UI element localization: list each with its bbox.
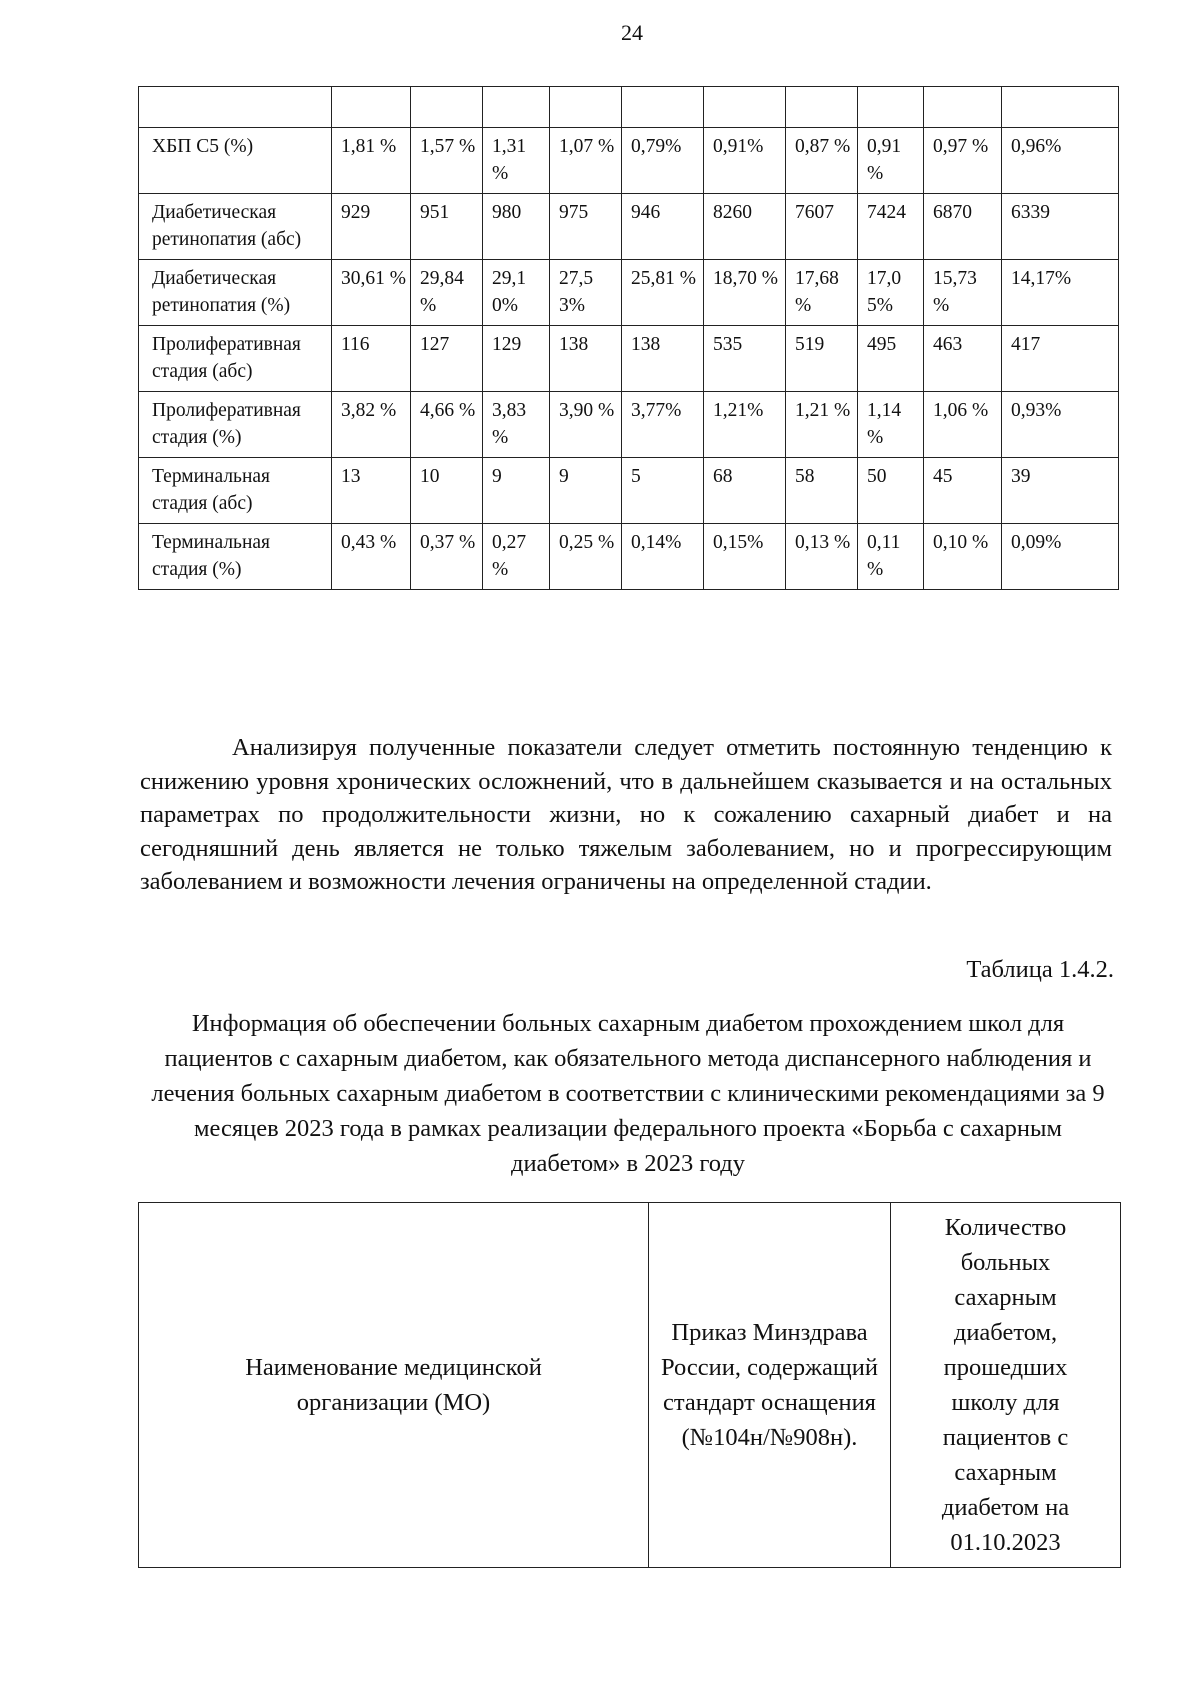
table-cell: 45 [924, 458, 1002, 524]
table-row [139, 524, 1119, 590]
table-cell: 980 [483, 194, 550, 260]
table-cell: 1,81 % [332, 128, 411, 194]
table-cell: 6870 [924, 194, 1002, 260]
table-cell: 68 [704, 458, 786, 524]
table-row [139, 128, 1119, 194]
table-cell: 7424 [858, 194, 924, 260]
table-cell: 0,91 % [858, 128, 924, 194]
table-label: Таблица 1.4.2. [966, 956, 1114, 983]
table-cell: 3,90 % [550, 392, 622, 458]
table-cell: 4,66 % [411, 392, 483, 458]
table-cell: 946 [622, 194, 704, 260]
table-cell: 6339 [1002, 194, 1119, 260]
table-cell: 0,11 % [858, 524, 924, 590]
page-number: 24 [621, 20, 643, 45]
row-label: Терминальная стадия (%) [139, 524, 332, 590]
table-cell: 0,10 % [924, 524, 1002, 590]
table-cell: 0,97 % [924, 128, 1002, 194]
table-cell: 138 [550, 326, 622, 392]
table-cell: 17,05% [858, 260, 924, 326]
table-cell: 138 [622, 326, 704, 392]
table-cell: 30,61 % [332, 260, 411, 326]
table-cell: 17,68 % [786, 260, 858, 326]
table-cell: 1,07 % [550, 128, 622, 194]
row-label: Диабетическая ретинопатия (%) [139, 260, 332, 326]
table-cell: 0,13 % [786, 524, 858, 590]
table-cell: 1,21 % [786, 392, 858, 458]
table-cell: 1,21% [704, 392, 786, 458]
table-row-blank [139, 87, 1119, 128]
table-cell: 5 [622, 458, 704, 524]
table-cell: 1,06 % [924, 392, 1002, 458]
table-cell: 13 [332, 458, 411, 524]
table-cell: 15,73 % [924, 260, 1002, 326]
table-cell: 519 [786, 326, 858, 392]
table-cell: 10 [411, 458, 483, 524]
table-cell: 0,96% [1002, 128, 1119, 194]
table-row [139, 326, 1119, 392]
table-cell: 116 [332, 326, 411, 392]
table-cell: 0,27 % [483, 524, 550, 590]
table-header-row [139, 1203, 1121, 1568]
header-patient-count: Количество больных сахарным диабетом, прошедших школу для пациентов с сахарным диабетом на 01.10.2023 [891, 1203, 1121, 1568]
table-cell: 417 [1002, 326, 1119, 392]
row-label: Пролиферативная стадия (абс) [139, 326, 332, 392]
table-cell: 1,57 % [411, 128, 483, 194]
table-row [139, 260, 1119, 326]
table-cell: 3,83 % [483, 392, 550, 458]
table-cell: 929 [332, 194, 411, 260]
table-cell: 951 [411, 194, 483, 260]
table-cell: 0,93% [1002, 392, 1119, 458]
table-row [139, 458, 1119, 524]
table-cell: 25,81 % [622, 260, 704, 326]
table-cell: 463 [924, 326, 1002, 392]
analysis-paragraph: Анализируя полученные показатели следует отметить постоянную тенденцию к снижению уровня хронических осложнений, что в дальнейшем сказывается и на остальных параметрах по продолжительности жизни, но к сожалению сахарный диабет и на сегодняшний день является не только тяжелым заболеванием, но и прогрессирующим заболеванием и возможности лечения ограничены на определенной стадии. [140, 734, 1112, 895]
row-label: Пролиферативная стадия (%) [139, 392, 332, 458]
table-cell: 29,84 % [411, 260, 483, 326]
table-cell: 0,79% [622, 128, 704, 194]
table-cell: 0,15% [704, 524, 786, 590]
table-cell: 18,70 % [704, 260, 786, 326]
row-label: ХБП С5 (%) [139, 128, 332, 194]
table-cell: 29,10% [483, 260, 550, 326]
table-cell: 1,31 % [483, 128, 550, 194]
table-cell: 129 [483, 326, 550, 392]
table-cell: 1,14 % [858, 392, 924, 458]
table-cell: 0,91% [704, 128, 786, 194]
table-row [139, 194, 1119, 260]
table-cell: 0,37 % [411, 524, 483, 590]
table-cell: 7607 [786, 194, 858, 260]
table-cell: 39 [1002, 458, 1119, 524]
complications-table [138, 86, 1119, 590]
table-cell: 0,09% [1002, 524, 1119, 590]
header-organization: Наименование медицинской организации (МО) [139, 1203, 649, 1568]
table-cell: 0,25 % [550, 524, 622, 590]
table-cell: 8260 [704, 194, 786, 260]
table-cell: 975 [550, 194, 622, 260]
table-cell: 0,14% [622, 524, 704, 590]
table-cell: 3,82 % [332, 392, 411, 458]
table-cell: 27,53% [550, 260, 622, 326]
table-cell: 3,77% [622, 392, 704, 458]
table-cell: 535 [704, 326, 786, 392]
table-cell: 50 [858, 458, 924, 524]
table-cell: 495 [858, 326, 924, 392]
table-cell: 14,17% [1002, 260, 1119, 326]
table-cell: 0,43 % [332, 524, 411, 590]
table-cell: 0,87 % [786, 128, 858, 194]
table-caption: Информация об обеспечении больных сахарным диабетом прохождением школ для пациентов с сахарным диабетом, как обязательного метода диспансерного наблюдения и лечения больных сахарным диабетом в соответствии с клиническими рекомендациями за 9 месяцев 2023 года в рамках реализации федерального проекта «Борьба с сахарным диабетом» в 2023 году [151, 1010, 1105, 1177]
row-label: Диабетическая ретинопатия (абс) [139, 194, 332, 260]
table-cell: 58 [786, 458, 858, 524]
row-label: Терминальная стадия (абс) [139, 458, 332, 524]
table-cell: 9 [483, 458, 550, 524]
schools-table [138, 1202, 1121, 1568]
table-row [139, 392, 1119, 458]
header-order: Приказ Минздрава России, содержащий стандарт оснащения (№104н/№908н). [649, 1203, 891, 1568]
table-cell: 127 [411, 326, 483, 392]
table-cell: 9 [550, 458, 622, 524]
